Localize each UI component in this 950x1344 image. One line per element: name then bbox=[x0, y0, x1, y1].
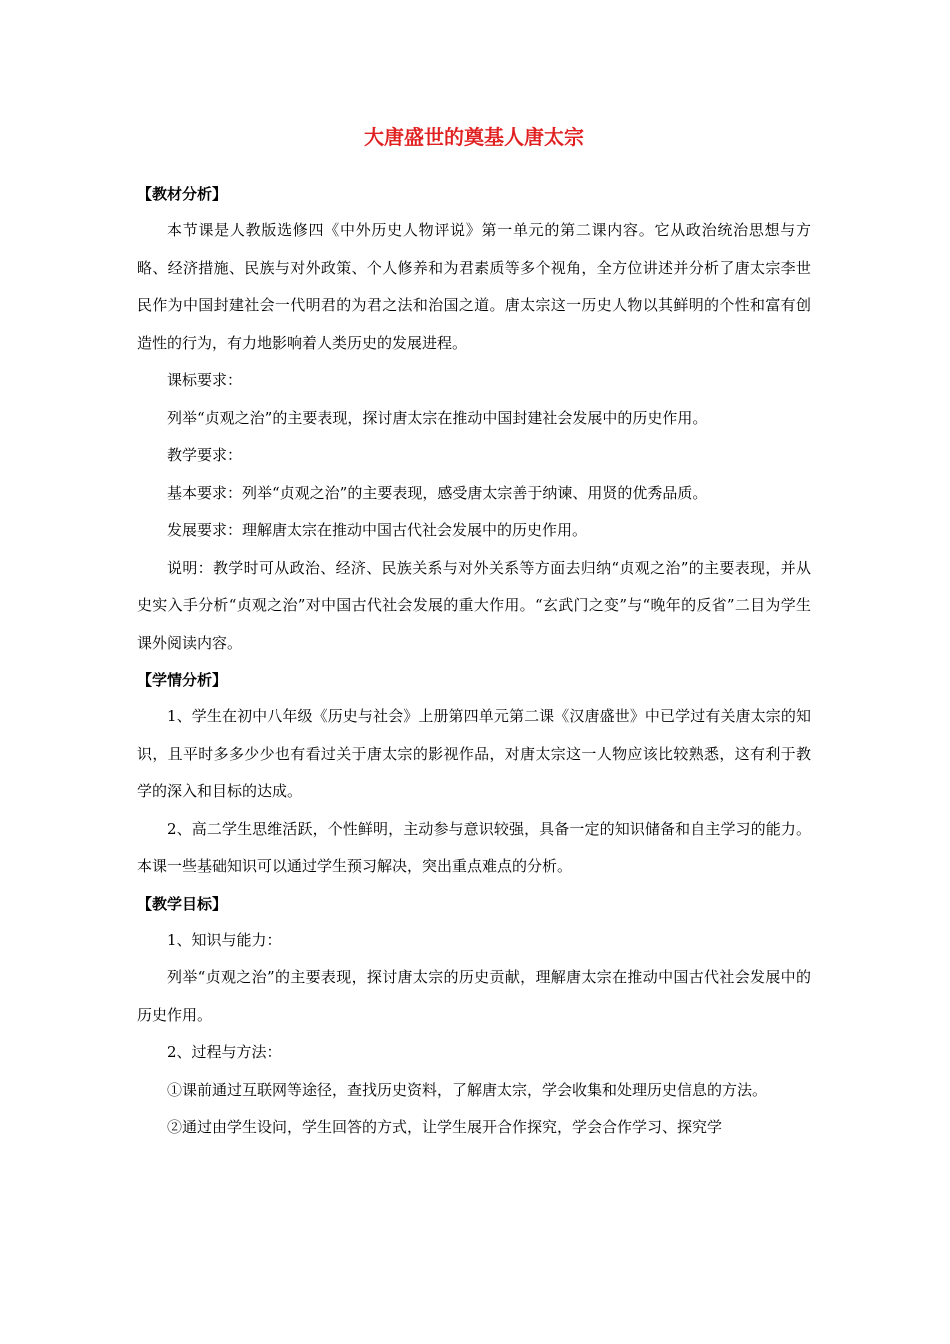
paragraph: 列举“贞观之治”的主要表现，探讨唐太宗在推动中国封建社会发展中的历史作用。 bbox=[167, 408, 708, 427]
paragraph: 2、过程与方法： bbox=[167, 1043, 282, 1061]
section-student-analysis bbox=[137, 662, 811, 886]
paragraph: 发展要求：理解唐太宗在推动中国古代社会发展中的历史作用。 bbox=[167, 521, 588, 539]
section-heading: 【教学目标】 bbox=[137, 894, 228, 913]
document-page bbox=[137, 118, 811, 1147]
section-heading: 【教材分析】 bbox=[137, 185, 228, 203]
paragraph: 教学要求： bbox=[167, 446, 243, 464]
document-title: 大唐盛世的奠基人唐太宗 bbox=[364, 125, 584, 149]
section-textbook-analysis bbox=[137, 176, 811, 662]
paragraph: 基本要求：列举“贞观之治”的主要表现，感受唐太宗善于纳谏、用贤的优秀品质。 bbox=[167, 483, 708, 502]
section-teaching-goals bbox=[137, 886, 811, 1147]
paragraph: ②通过由学生设问，学生回答的方式，让学生展开合作探究，学会合作学习、探究学 bbox=[167, 1118, 723, 1136]
paragraph: 2、高二学生思维活跃，个性鲜明，主动参与意识较强，具备一定的知识储备和自主学习的能力。本课一些基础知识可以通过学生预习解决，突出重点难点的分析。 bbox=[137, 819, 811, 875]
paragraph: 1、学生在初中八年级《历史与社会》上册第四单元第二课《汉唐盛世》中已学过有关唐太宗的知识，且平时多多少少也有看过关于唐太宗的影视作品，对唐太宗这一人物应该比较熟悉，这有利于教学的深入和目标的达成。 bbox=[137, 707, 811, 800]
paragraph: ①课前通过互联网等途径，查找历史资料，了解唐太宗，学会收集和处理历史信息的方法。 bbox=[167, 1080, 768, 1099]
paragraph: 课标要求： bbox=[167, 371, 243, 389]
paragraph: 本节课是人教版选修四《中外历史人物评说》第一单元的第二课内容。它从政治统治思想与方略、经济措施、民族与对外政策、个人修养和为君素质等多个视角，全方位讲述并分析了唐太宗李世民作为中国封建社会一代明君的为君之法和治国之道。唐太宗这一历史人物以其鲜明的个性和富有创造性的行为，有力地影响着人类历史的发展进程。 bbox=[137, 221, 811, 352]
paragraph: 说明：教学时可从政治、经济、民族关系与对外关系等方面去归纳“贞观之治”的主要表现，并从史实入手分析“贞观之治”对中国古代社会发展的重大作用。“玄武门之变”与“晚年的反省”二目为学生课外阅读内容。 bbox=[137, 558, 811, 652]
section-heading: 【学情分析】 bbox=[137, 671, 228, 689]
paragraph: 列举“贞观之治”的主要表现，探讨唐太宗的历史贡献，理解唐太宗在推动中国古代社会发展中的历史作用。 bbox=[137, 968, 811, 1024]
paragraph: 1、知识与能力： bbox=[167, 930, 282, 949]
